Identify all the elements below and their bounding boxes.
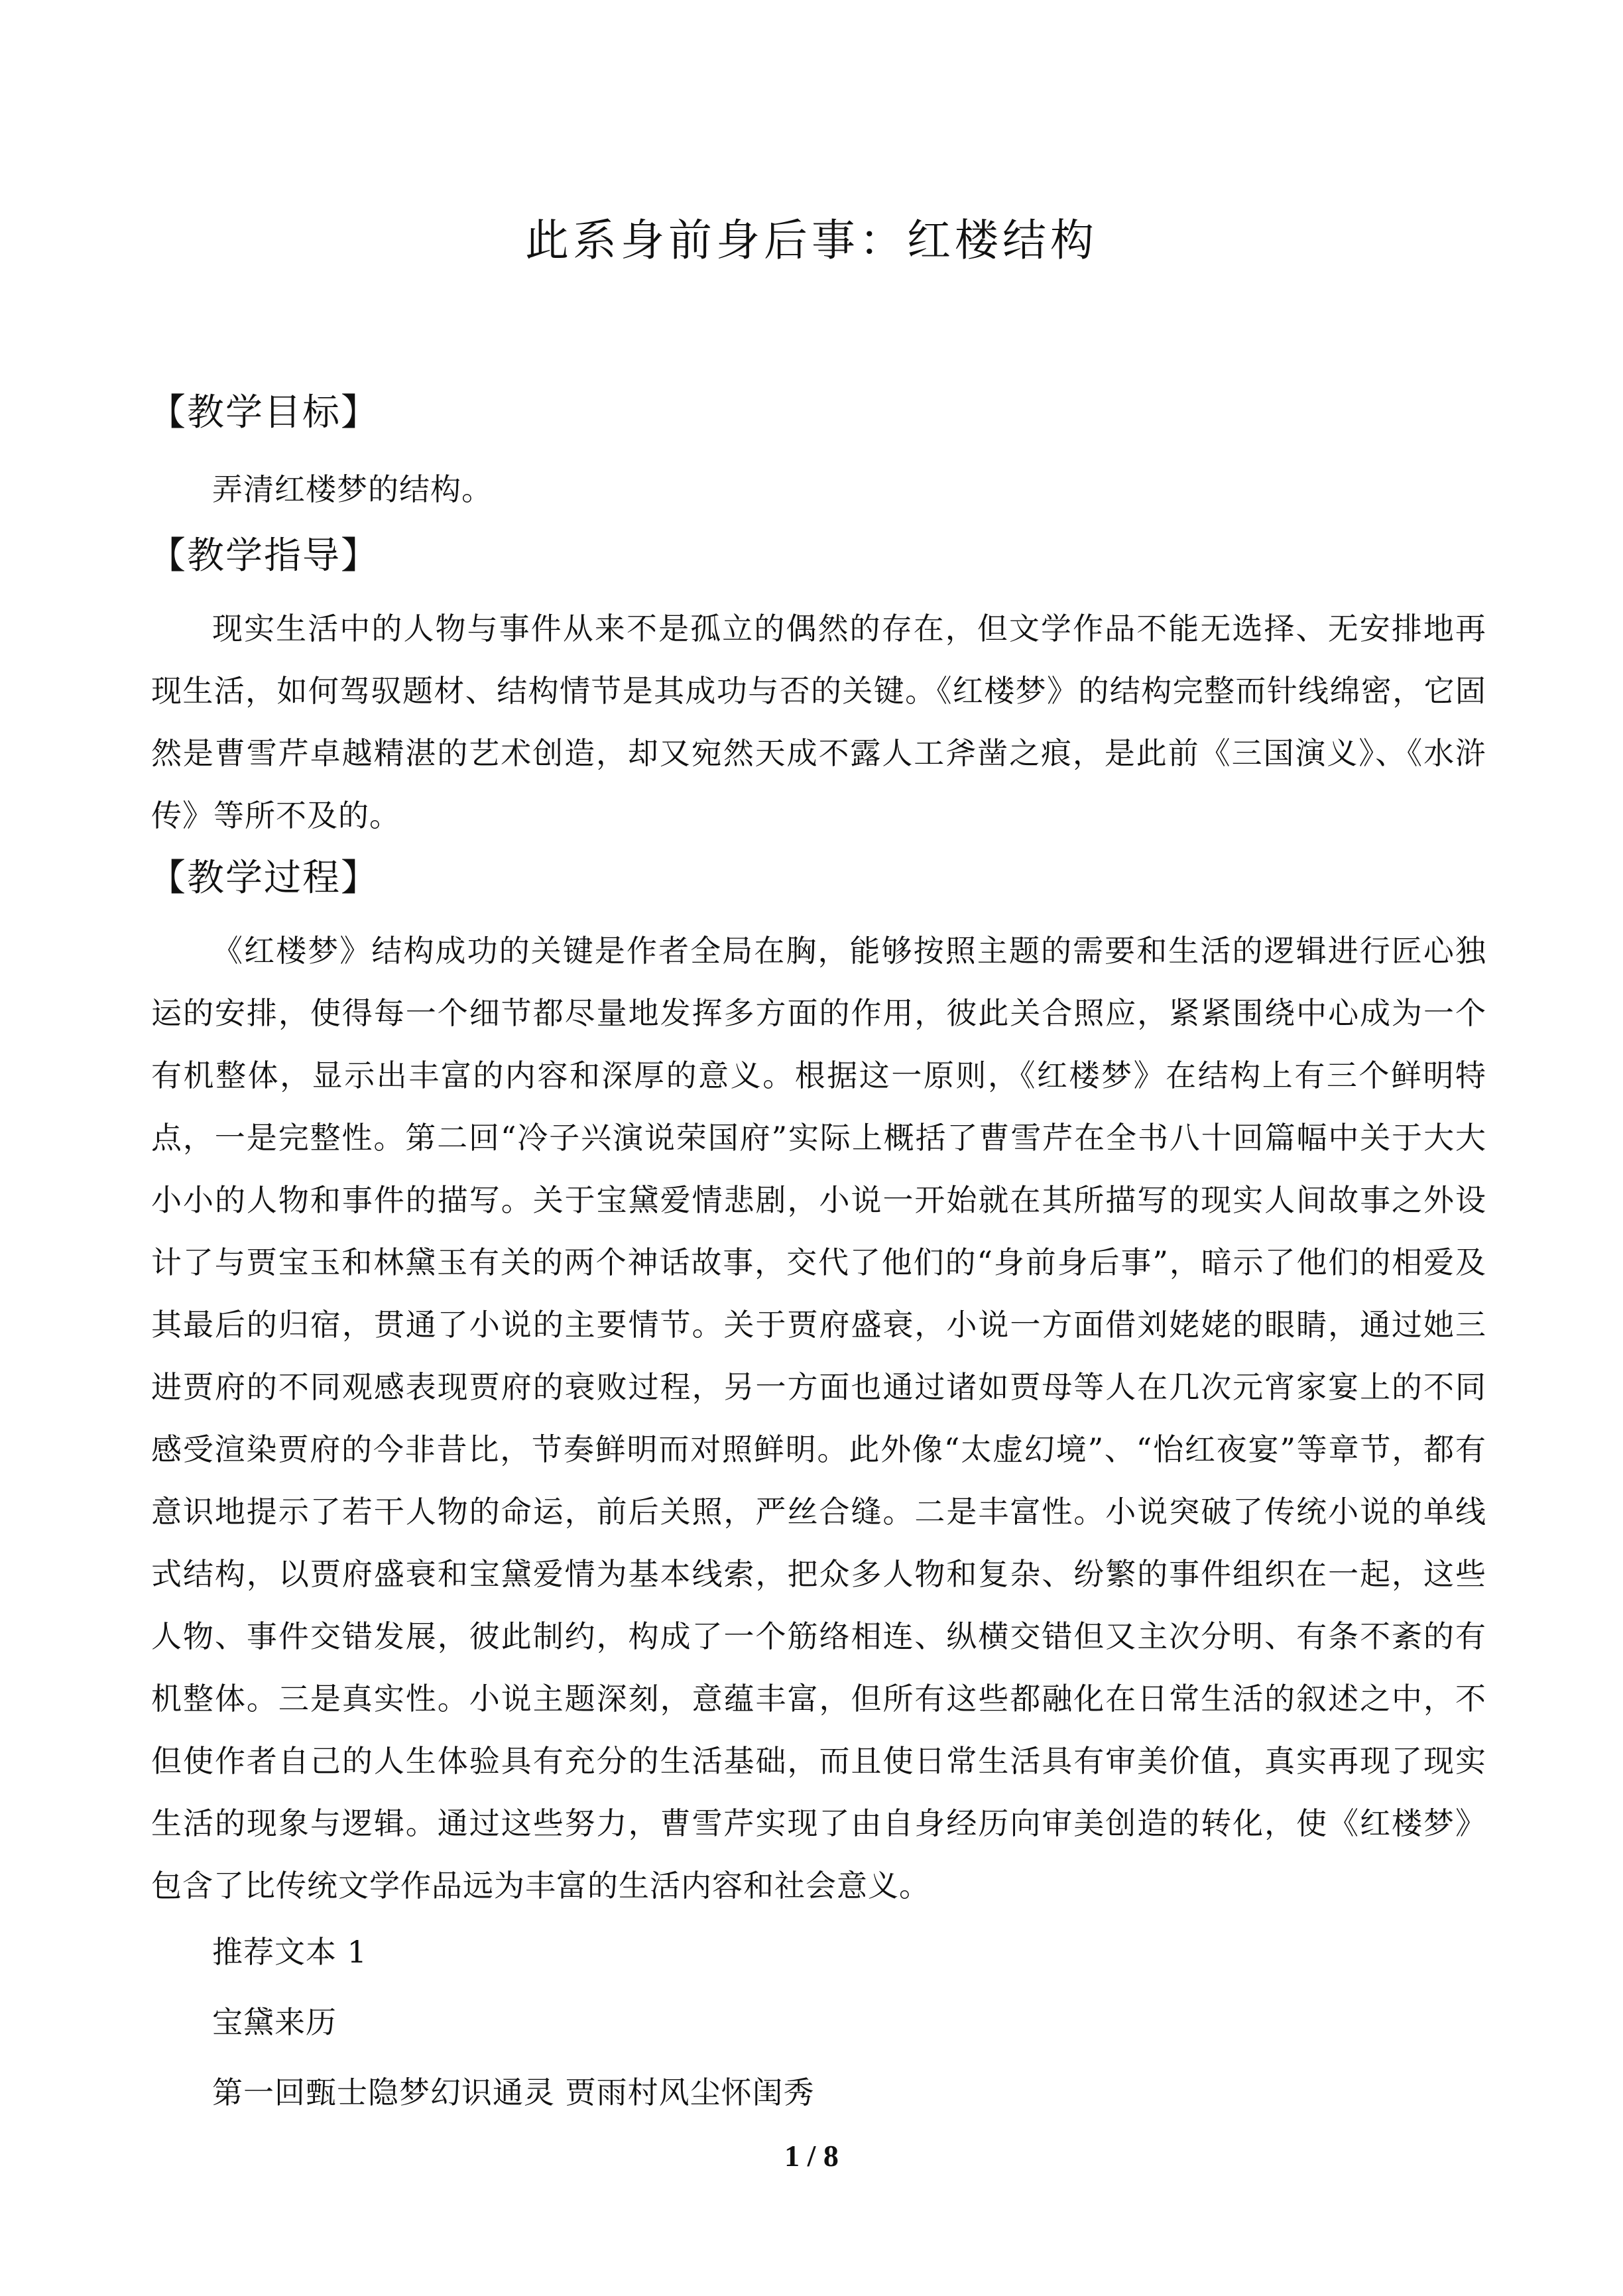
- chapter-heading: 第一回甄士隐梦幻识通灵 贾雨村风尘怀闺秀: [212, 2075, 815, 2110]
- guidance-paragraph: 现实生活中的人物与事件从来不是孤立的偶然的存在，但文学作品不能无选择、无安排地再现生活，如何驾驭题材、结构情节是其成功与否的关键。《红楼梦》的结构完整而针线绵密，它固然是曹雪芹卓越精湛的艺术创造，却又宛然天成不露人工斧凿之痕，是此前《三国演义》、《水浒传》等所不及的。: [151, 611, 1486, 833]
- section-heading-objectives: 【教学目标】: [149, 391, 379, 434]
- page-number: 1 / 8: [784, 2139, 839, 2173]
- recommended-text-label: 推荐文本 1: [212, 1934, 367, 1970]
- document-title: 此系身前身后事：红楼结构: [525, 215, 1098, 266]
- objectives-paragraph: 弄清红楼梦的结构。: [212, 471, 493, 507]
- section-heading-process: 【教学过程】: [149, 857, 379, 900]
- document-body: [151, 381, 1486, 2128]
- section-heading-guidance: 【教学指导】: [149, 534, 379, 577]
- recommended-text-title: 宝黛来历: [212, 2004, 337, 2040]
- process-paragraph: 《红楼梦》结构成功的关键是作者全局在胸，能够按照主题的需要和生活的逻辑进行匠心独运的安排，使得每一个细节都尽量地发挥多方面的作用，彼此关合照应，紧紧围绕中心成为一个有机整体，显示出丰富的内容和深厚的意义。根据这一原则，《红楼梦》在结构上有三个鲜明特点，一是完整性。第二回“冷子兴演说荣国府”实际上概括了曹雪芹在全书八十回篇幅中关于大大小小的人物和事件的描写。关于宝黛爱情悲剧，小说一开始就在其所描写的现实人间故事之外设计了与贾宝玉和林黛玉有关的两个神话故事，交代了他们的“身前身后事”，暗示了他们的相爱及其最后的归宿，贯通了小说的主要情节。关于贾府盛衰，小说一方面借刘姥姥的眼睛，通过她三进贾府的不同观感表现贾府的衰败过程，另一方面也通过诸如贾母等人在几次元宵家宴上的不同感受渲染贾府的今非昔比，节奏鲜明而对照鲜明。此外像“太虚幻境”、“怡红夜宴”等章节，都有意识地提示了若干人物的命运，前后关照，严丝合缝。二是丰富性。小说突破了传统小说的单线式结构，以贾府盛衰和宝黛爱情为基本线索，把众多人物和复杂、纷繁的事件组织在一起，这些人物、事件交错发展，彼此制约，构成了一个筋络相连、纵横交错但又主次分明、有条不紊的有机整体。三是真实性。小说主题深刻，意蕴丰富，但所有这些都融化在日常生活的叙述之中，不但使作者自己的人生体验具有充分的生活基础，而且使日常生活具有审美价值，真实再现了现实生活的现象与逻辑。通过这些努力，曹雪芹实现了由自身经历向审美创造的转化，使《红楼梦》包含了比传统文学作品远为丰富的生活内容和社会意义。: [151, 933, 1486, 1903]
